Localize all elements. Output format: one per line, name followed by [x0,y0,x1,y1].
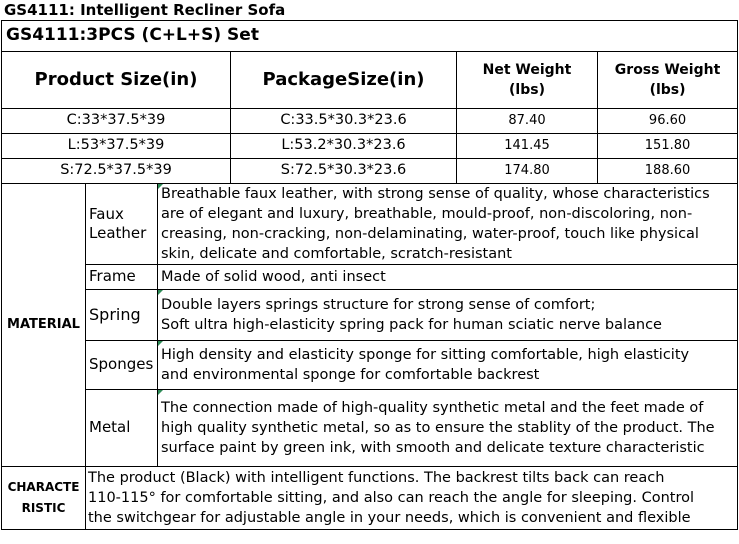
desc-line: Breathable faux leather, with strong sense of quality, whose characteristics [161,186,710,202]
page-title: GS4111: Intelligent Recliner Sofa [4,1,286,19]
desc-line: High density and elasticity sponge for sitting comfortable, high elasticity [161,347,690,363]
table-row [2,159,738,184]
product-size-cell: L:53*37.5*39 [2,134,231,159]
net-weight-cell: 174.80 [457,159,598,184]
desc-line: 110-115° for comfortable sitting, and also can reach the angle for sleeping. Control [88,490,695,506]
desc-line: the switchgear for adjustable angle in your needs, which is convenient and flexible [88,510,691,526]
characteristic-row [2,467,738,530]
material-name-sponges: Sponges [86,341,158,390]
spec-table [1,20,738,530]
material-desc-sponges [158,341,738,390]
desc-line: skin, delicate and comfortable, scratch-resistant [161,246,512,262]
material-label: MATERIAL [2,184,86,467]
product-size-cell: S:72.5*37.5*39 [2,159,231,184]
table-row [2,109,738,134]
desc-line: The connection made of high-quality synthetic metal and the feet made of [161,400,704,416]
desc-line: Made of solid wood, anti insect [161,269,386,285]
net-weight-cell: 87.40 [457,109,598,134]
material-name-spring: Spring [86,290,158,341]
table-row [2,134,738,159]
package-size-cell: C:33.5*30.3*23.6 [231,109,457,134]
product-size-cell: C:33*37.5*39 [2,109,231,134]
material-row-spring [2,290,738,341]
header-gross-weight [598,52,738,109]
material-desc-faux-leather [158,184,738,265]
desc-line: creasing, non-cracking, non-delaminating, water-proof, touch like physical [161,226,699,242]
set-title-row [2,21,738,52]
header-package-size: PackageSize(in) [231,52,457,109]
net-weight-cell: 141.45 [457,134,598,159]
header-net-weight-label: Net Weight [482,62,572,78]
header-net-weight-unit: (lbs) [509,82,545,98]
header-net-weight [457,52,598,109]
material-desc-frame [158,265,738,290]
desc-line: Soft ultra high-elasticity spring pack for human sciatic nerve balance [161,317,662,333]
desc-line: The product (Black) with intelligent functions. The backrest tilts back can reach [88,470,665,486]
material-name-faux-leather [86,184,158,265]
desc-line: Double layers springs structure for strong sense of comfort; [161,297,596,313]
characteristic-label-line: CHARACTE [7,480,80,494]
material-row-faux-leather [2,184,738,265]
gross-weight-cell: 151.80 [598,134,738,159]
desc-line: and environmental sponge for comfortable backrest [161,367,540,383]
header-row [2,52,738,109]
material-row-frame [2,265,738,290]
material-name-line: Leather [89,224,147,242]
material-name-line: Faux [89,204,124,223]
characteristic-label [2,467,86,530]
characteristic-desc [86,467,738,530]
package-size-cell: S:72.5*30.3*23.6 [231,159,457,184]
set-title: GS4111:3PCS (C+L+S) Set [2,21,738,52]
material-name-metal: Metal [86,390,158,467]
desc-line: high quality synthetic metal, so as to ensure the stablity of the product. The [161,420,715,436]
characteristic-label-line: RISTIC [21,501,66,515]
material-row-metal [2,390,738,467]
material-name-frame: Frame [86,265,158,290]
gross-weight-cell: 188.60 [598,159,738,184]
header-product-size: Product Size(in) [2,52,231,109]
header-gross-weight-label: Gross Weight [614,62,721,78]
header-gross-weight-unit: (lbs) [649,82,686,98]
package-size-cell: L:53.2*30.3*23.6 [231,134,457,159]
desc-line: surface paint by green ink, with smooth and delicate texture characteristic [161,440,705,456]
material-desc-metal [158,390,738,467]
gross-weight-cell: 96.60 [598,109,738,134]
material-desc-spring [158,290,738,341]
material-row-sponges [2,341,738,390]
desc-line: are of elegant and luxury, breathable, mould-proof, non-discoloring, non- [161,206,693,222]
